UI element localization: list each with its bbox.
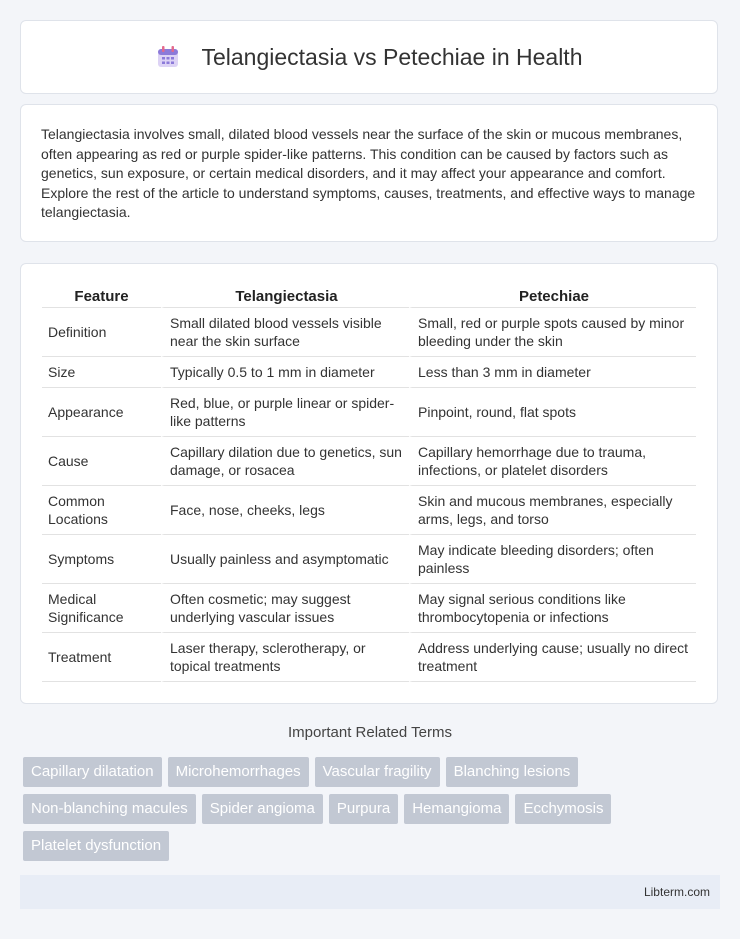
telangiectasia-cell: Red, blue, or purple linear or spider-like patterns [161,388,409,437]
header-feature: Feature [42,284,161,308]
header-petechiae: Petechiae [409,284,696,308]
term-tag[interactable]: Platelet dysfunction [23,831,169,861]
feature-cell: Cause [42,437,161,486]
telangiectasia-cell: Laser therapy, sclerotherapy, or topical treatments [161,633,409,682]
feature-cell: Symptoms [42,535,161,584]
table-row [42,486,696,535]
feature-cell: Medical Significance [42,584,161,633]
intro-card [20,104,718,242]
table-row [42,633,696,682]
table-row [42,437,696,486]
telangiectasia-cell: Capillary dilation due to genetics, sun damage, or rosacea [161,437,409,486]
related-terms-title: Important Related Terms [288,724,452,741]
petechiae-cell: May signal serious conditions like thrombocytopenia or infections [409,584,696,633]
telangiectasia-cell: Often cosmetic; may suggest underlying vascular issues [161,584,409,633]
table-row [42,308,696,357]
petechiae-cell: Pinpoint, round, flat spots [409,388,696,437]
term-tag[interactable]: Hemangioma [404,794,509,824]
term-tag[interactable]: Spider angioma [202,794,323,824]
petechiae-cell: Address underlying cause; usually no direct treatment [409,633,696,682]
term-tag[interactable]: Microhemorrhages [168,757,309,787]
comparison-table [42,284,696,682]
feature-cell: Definition [42,308,161,357]
table-header-row [42,284,696,308]
page-title: Telangiectasia vs Petechiae in Health [201,43,583,70]
petechiae-cell: Skin and mucous membranes, especially arms, legs, and torso [409,486,696,535]
footer-site-link[interactable]: Libterm.com [643,885,710,899]
term-tag[interactable]: Purpura [329,794,398,824]
telangiectasia-cell: Typically 0.5 to 1 mm in diameter [161,357,409,388]
table-row [42,535,696,584]
calendar-icon [155,44,181,70]
term-tag[interactable]: Non-blanching macules [23,794,196,824]
telangiectasia-cell: Small dilated blood vessels visible near the skin surface [161,308,409,357]
feature-cell: Size [42,357,161,388]
table-row [42,388,696,437]
comparison-card [20,263,718,704]
header-card [20,20,718,94]
telangiectasia-cell: Usually painless and asymptomatic [161,535,409,584]
feature-cell: Appearance [42,388,161,437]
term-tag[interactable]: Blanching lesions [446,757,579,787]
table-row [42,584,696,633]
petechiae-cell: Less than 3 mm in diameter [409,357,696,388]
term-tag[interactable]: Vascular fragility [315,757,440,787]
telangiectasia-cell: Face, nose, cheeks, legs [161,486,409,535]
table-row [42,357,696,388]
footer [20,875,720,909]
petechiae-cell: Small, red or purple spots caused by minor bleeding under the skin [409,308,696,357]
feature-cell: Common Locations [42,486,161,535]
intro-text: Telangiectasia involves small, dilated blood vessels near the surface of the skin or mucous membranes, often appearing as red or purple spider-like patterns. This condition can be caused by factors such as genetics, sun exposure, or certain medical disorders, and it may affect your appearance and comfort. Explore the rest of the article to understand symptoms, causes, treatments, and effective ways to manage telangiectasia. [41,126,696,220]
feature-cell: Treatment [42,633,161,682]
petechiae-cell: Capillary hemorrhage due to trauma, infections, or platelet disorders [409,437,696,486]
term-tag[interactable]: Capillary dilatation [23,757,162,787]
related-terms-list [23,757,703,868]
term-tag[interactable]: Ecchymosis [515,794,611,824]
header-telangiectasia: Telangiectasia [161,284,409,308]
petechiae-cell: May indicate bleeding disorders; often painless [409,535,696,584]
